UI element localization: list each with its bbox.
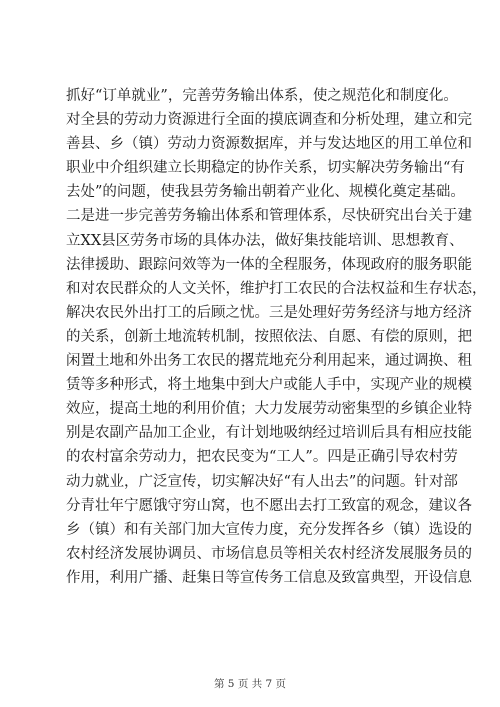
text-line: 作用，利用广播、赶集日等宣传务工信息及致富典型，开设信息 bbox=[66, 569, 472, 586]
text-line: 效应，提高土地的利用价值；大力发展劳动密集型的乡镇企业特 bbox=[66, 401, 472, 418]
text-line: 动力就业，广泛宣传，切实解决好“有人出去”的问题。针对部 bbox=[66, 473, 458, 490]
text-line: 立XX县区劳务市场的具体办法，做好集技能培训、思想教育、 bbox=[66, 232, 464, 249]
text-line: 农村经济发展协调员、市场信息员等相关农村经济发展服务员的 bbox=[66, 545, 472, 562]
text-line: 抓好“订单就业”，完善劳务输出体系，使之规范化和制度化。 bbox=[66, 88, 458, 104]
text-line: 法律援助、跟踪问效等为一体的全程服务，体现政府的服务职能 bbox=[66, 256, 472, 273]
text-line: 的关系，创新土地流转机制，按照依法、自愿、有偿的原则，把 bbox=[66, 328, 472, 345]
text-line: 的农村富余劳动力，把农民变为“工人”。四是正确引导农村劳 bbox=[66, 449, 458, 466]
text-line: 别是农副产品加工企业，有计划地吸纳经过培训后具有相应技能 bbox=[66, 425, 472, 442]
text-line: 解决农民外出打工的后顾之忧。三是处理好劳务经济与地方经济 bbox=[66, 304, 472, 321]
text-line: 二是进一步完善劳务输出体系和管理体系，尽快研究出台关于建 bbox=[66, 208, 472, 225]
text-line: 善县、乡（镇）劳动力资源数据库，并与发达地区的用工单位和 bbox=[66, 136, 472, 153]
page-footer: 第 5 页 共 7 页 bbox=[213, 678, 287, 690]
text-line: 分青壮年宁愿饿守穷山窝，也不愿出去打工致富的观念，建议各 bbox=[66, 497, 472, 514]
text-line: 赁等多种形式，将土地集中到大户或能人手中，实现产业的规模 bbox=[66, 377, 472, 394]
text-line: 和对农民群众的人文关怀，维护打工农民的合法权益和生存状态， bbox=[66, 280, 487, 297]
text-line: 对全县的劳动力资源进行全面的摸底调查和分析处理，建立和完 bbox=[66, 112, 472, 129]
text-line: 职业中介组织建立长期稳定的协作关系，切实解决劳务输出“有 bbox=[66, 160, 465, 177]
body-text bbox=[66, 84, 487, 590]
text-line: 闲置土地和外出务工农民的撂荒地充分利用起来，通过调换、租 bbox=[66, 353, 472, 370]
text-line: 乡（镇）和有关部门加大宣传力度，充分发挥各乡（镇）选设的 bbox=[66, 521, 472, 538]
text-line: 去处”的问题，使我县劳务输出朝着产业化、规模化奠定基础。 bbox=[66, 184, 465, 201]
